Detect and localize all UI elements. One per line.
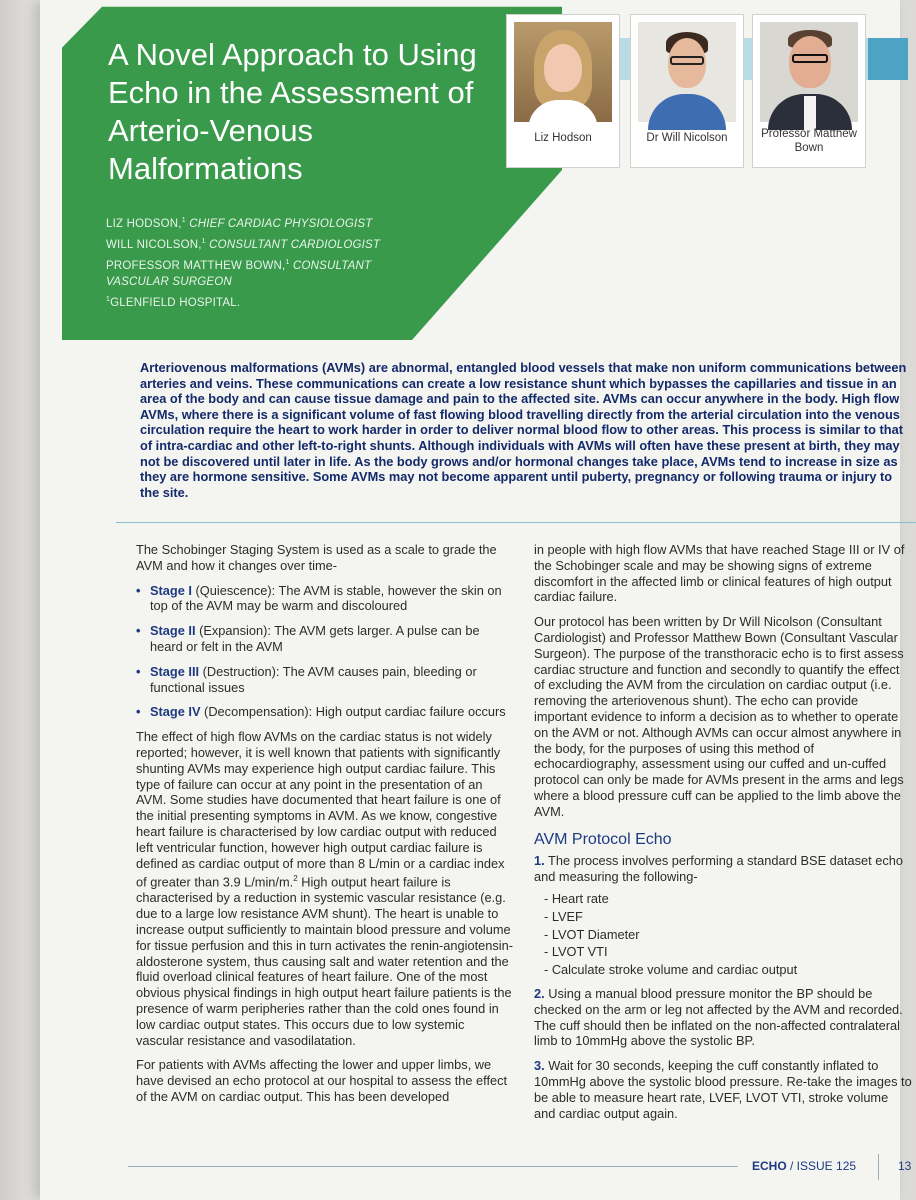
author-list <box>106 212 436 312</box>
bullet-icon: • <box>136 582 141 598</box>
list-item: • Stage II (Expansion): The AVM gets larger. A pulse can be heard or felt in the AVM <box>136 623 480 654</box>
list-item: • Stage III (Destruction): The AVM causes pain, bleeding or functional issues <box>136 663 477 695</box>
portrait-will-nicolson <box>638 22 736 122</box>
footer-separator <box>878 1154 879 1180</box>
bullet-icon: • <box>136 623 141 639</box>
list-item: • Stage IV (Decompensation): High output cardiac failure occurs <box>136 704 506 720</box>
article-intro: Arteriovenous malformations (AVMs) are abnormal, entangled blood vessels that make non uniform communications between arteries and veins. These communications can create a low resistance shunt which bypasses the capillaries and tissue in an area of the body and can cause tissue damage and pain to the affected site. AVMs can occur anywhere in the body. High flow AVMs, where there is a significant volume of fast flowing blood travelling directly from the arterial circulation into the venous circulation require the heart to work harder in order to deliver normal blood flow to other areas. This process is similar to that of intra-cardiac and other left-to-right shunts. Although individuals with AVMs will often have these present at birth, they may not be discovered until later in life. As the body grows and/or hormonal changes take place, AVMs tend to increase in size as they are hormone sensitive. Some AVMs may not become apparent until puberty, pregnancy or following trauma or injury to the site. <box>140 360 907 500</box>
footer-brand: ECHO / ISSUE 125 <box>752 1159 857 1173</box>
paragraph: in people with high flow AVMs that have reached Stage III or IV of the Schobinger scale and may be showing signs of extreme discomfort in the affected limb or clinical features of high output cardiac failure. <box>534 542 905 605</box>
page-number: 13 <box>898 1159 912 1173</box>
paragraph: Our protocol has been written by Dr Will Nicolson (Consultant Cardiologist) and Professor Matthew Bown (Consultant Vascular Surgeon). The purpose of the transthoracic echo is to first assess cardiac structure and function and secondly to quantify the effect of excluding the AVM from the circulation on cardiac output (i.e. removing the arteriovenous shunt). The echo can provide important evidence to inform a decision as to whether to operate on the AVM or not. Although AVMs can occur almost anywhere in the body, for the purposes of using this method of echocardiography, assessment using our cuffed and un-cuffed protocol can only be made for AVMs present in the arms and legs where a blood pressure cuff can be applied to the limb above the AVM. <box>534 614 904 819</box>
list-item: - LVEF <box>544 908 583 924</box>
author-line: PROFESSOR MATTHEW BOWN,$^1$ CONSULTANT VASCULAR SURGEON <box>106 258 372 289</box>
list-item: • Stage I (Quiescence): The AVM is stable, however the skin on top of the AVM may be warm and discoloured <box>136 582 502 614</box>
affiliation: $^1$GLENFIELD HOSPITAL. <box>106 296 241 310</box>
protocol-step: 1. The process involves performing a standard BSE dataset echo and measuring the following- <box>534 853 903 885</box>
portrait-matthew-bown <box>760 22 858 122</box>
author-line: LIZ HODSON,$^1$ CHIEF CARDIAC PHYSIOLOGIST <box>106 217 373 230</box>
protocol-step: 2. Using a manual blood pressure monitor the BP should be checked on the arm or leg not affected by the AVM and recorded. The cuff should then be inflated on the non-affected contralateral limb to 10mmHg above the systolic BP. <box>534 985 903 1049</box>
header-accent-band-dark <box>868 38 908 80</box>
photo-caption: Dr Will Nicolson <box>646 132 728 144</box>
footer-rule <box>128 1166 738 1167</box>
list-item: - Calculate stroke volume and cardiac output <box>544 962 798 978</box>
bullet-icon: • <box>136 704 141 720</box>
list-item: - LVOT VTI <box>544 944 608 960</box>
section-heading: AVM Protocol Echo <box>534 830 672 848</box>
protocol-step: 3. Wait for 30 seconds, keeping the cuff constantly inflated to 10mmHg above the systolic blood pressure. Re-take the images to be able to measure heart rate, LVEF, LVOT VTI, stroke volume and cardiac output again. <box>534 1058 912 1121</box>
author-photo-card <box>506 14 620 168</box>
list-item: - LVOT Diameter <box>544 926 640 942</box>
measurement-list <box>544 891 912 978</box>
page-gutter <box>0 0 40 1200</box>
paragraph: For patients with AVMs affecting the lower and upper limbs, we have devised an echo protocol at our hospital to assess the effect of the AVM on cardiac output. This has been developed <box>136 1057 508 1104</box>
list-item: - Heart rate <box>544 890 609 906</box>
stage-list <box>136 583 514 721</box>
photo-caption: Liz Hodson <box>534 132 592 144</box>
bullet-icon: • <box>136 663 141 679</box>
author-photo-card <box>752 14 866 168</box>
paragraph: The effect of high flow AVMs on the cardiac status is not widely reported; however, it is well known that patients with significantly shunting AVMs may experience high output cardiac failure. This type of failure can occur at any point in the presentation of an AVM. Some studies have documented that heart failure is one of the initial presenting symptoms in AVM. As we know, congestive heart failure is characterised by low cardiac output with reduced left ventricular function, however high output cardiac failure is defined as cardiac output of more than 8 L/min or a cardiac index of greater than 3.9 L/min/m.$^2$ High output heart failure is characterised by a reduction in systemic vascular resistance (e.g. due to a large low resistance AVM shunt). The heart is unable to increase output sufficiently to maintain blood pressure and volume for tissue perfusion and this in turn activates the renin-angiotensin-aldosterone system, thus causing salt and water retention and the fluid overload clinical features of heart failure. One of the most obvious physical findings in high output heart failure patients is the presence of warm peripheries rather than the cold ones found in low cardiac output states. This occurs due to low systemic vascular resistance and vasodilatation. <box>136 729 514 1048</box>
author-photo-card <box>630 14 744 168</box>
left-column <box>136 542 514 1114</box>
section-divider <box>116 522 916 523</box>
magazine-page <box>40 0 912 1200</box>
portrait-liz-hodson <box>514 22 612 122</box>
photo-caption: Professor Matthew Bown <box>761 128 857 154</box>
paragraph: The Schobinger Staging System is used as a scale to grade the AVM and how it changes over time- <box>136 542 497 573</box>
article-title: A Novel Approach to Using Echo in the Assessment of Arterio-Venous Malformations <box>108 37 477 186</box>
right-column <box>534 542 912 1130</box>
author-line: WILL NICOLSON,$^1$ CONSULTANT CARDIOLOGIST <box>106 237 381 251</box>
